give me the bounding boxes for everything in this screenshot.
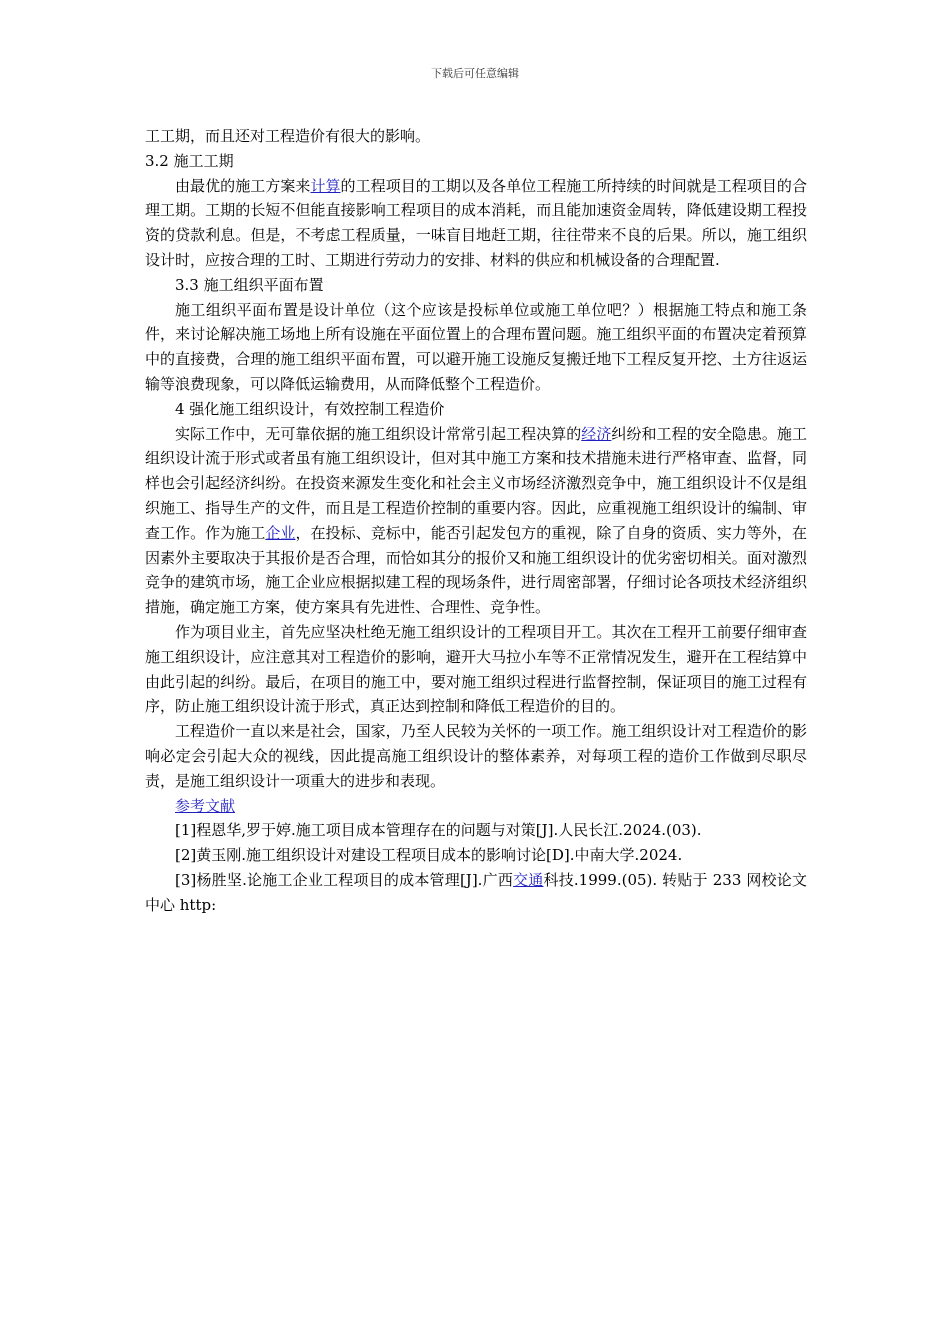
section-heading-4: 4 强化施工组织设计，有效控制工程造价 xyxy=(175,399,445,418)
paragraph-conclusion: 工程造价一直以来是社会，国家，乃至人民较为关怀的一项工作。施工组织设计对工程造价的影响必定会引起大众的视线，因此提高施工组织设计的整体素养，对每项工程的造价工作做到尽职尽责，是施工组织设计一项重大的进步和表现。 xyxy=(145,722,807,790)
section-heading-3-2: 3.2 施工工期 xyxy=(145,151,234,170)
link-calculation[interactable]: 计算 xyxy=(310,176,341,195)
paragraph-practical-work xyxy=(145,422,807,620)
reference-item-1: [1]程恩华,罗于婷.施工项目成本管理存在的问题与对策[J].人民长江.2024.(03). xyxy=(175,821,702,840)
link-economy[interactable]: 经济 xyxy=(581,424,612,443)
paragraph-text: ，在投标、竞标中，能否引起发包方的重视，除了自身的资质、实力等外，在因素外主要取决于其报价是否合理，而恰如其分的报价又和施工组织设计的优劣密切相关。面对激烈竞争的建筑市场，施工企业应根据拟建工程的现场条件，进行周密部署，仔细讨论各项技术经济组织措施，确定施工方案，使方案具有先进性、合理性、竞争性。 xyxy=(145,523,807,617)
paragraph-text: 实际工作中，无可靠依据的施工组织设计常常引起工程决算的 xyxy=(175,424,582,443)
reference-item-2: [2]黄玉刚.施工组织设计对建设工程项目成本的影响讨论[D].中南大学.2024. xyxy=(175,846,683,865)
reference-text: 科技.1999.(05). 转贴于 233 网校论文中心 http: xyxy=(145,870,807,914)
paragraph-construction-period xyxy=(145,174,807,273)
paragraph-text: 由最优的施工方案来 xyxy=(175,176,311,195)
document-body xyxy=(145,124,807,918)
paragraph-text: 纠纷和工程的安全隐患。施工组织设计流于形式或者虽有施工组织设计，但对其中施工方案和技术措施未进行严格审查、监督，同样也会引起经济纠纷。在投资来源发生变化和社会主义市场经济激烈竞争中，施工组织设计不仅是组织施工、指导生产的文件，而且是工程造价控制的重要内容。因此，应重视施工组织设计的编制、审查工作。作为施工 xyxy=(145,424,807,542)
reference-text: [3]杨胜坚.论施工企业工程项目的成本管理[J].广西 xyxy=(175,870,514,889)
references-heading xyxy=(145,794,807,819)
paragraph-text: 的工程项目的工期以及各单位工程施工所持续的时间就是工程项目的合理工期。工期的长短不但能直接影响工程项目的成本消耗，而且能加速资金周转，降低建设期工程投资的贷款利息。但是，不考虑工程质量，一味盲目地赶工期，往往带来不良的后果。所以，施工组织设计时，应按合理的工时、工期进行劳动力的安排、材料的供应和机械设备的合理配置. xyxy=(145,176,807,269)
link-references[interactable]: 参考文献 xyxy=(175,796,236,815)
link-enterprise[interactable]: 企业 xyxy=(265,523,296,542)
paragraph-project-owner: 作为项目业主，首先应坚决杜绝无施工组织设计的工程项目开工。其次在工程开工前要仔细审查施工组织设计，应注意其对工程造价的影响，避开大马拉小车等不正常情况发生，避开在工程结算中由此引起的纠纷。最后，在项目的施工中，要对施工组织过程进行监督控制，保证项目的施工过程有序，防止施工组织设计流于形式，真正达到控制和降低工程造价的目的。 xyxy=(145,622,807,716)
section-heading-3-3: 3.3 施工组织平面布置 xyxy=(175,275,324,294)
link-transportation[interactable]: 交通 xyxy=(513,870,544,889)
reference-item-3 xyxy=(145,868,807,918)
paragraph-continuation: 工工期，而且还对工程造价有很大的影响。 xyxy=(145,127,431,145)
page-header-note: 下载后可任意编辑 xyxy=(431,67,519,80)
paragraph-site-layout: 施工组织平面布置是设计单位（这个应该是投标单位或施工单位吧？）根据施工特点和施工条件，来讨论解决施工场地上所有设施在平面位置上的合理布置问题。施工组织平面的布置决定着预算中的直接费，合理的施工组织平面布置，可以避开施工设施反复搬迁地下工程反复开挖、土方往返运输等浪费现象，可以降低运输费用，从而降低整个工程造价。 xyxy=(145,300,807,393)
